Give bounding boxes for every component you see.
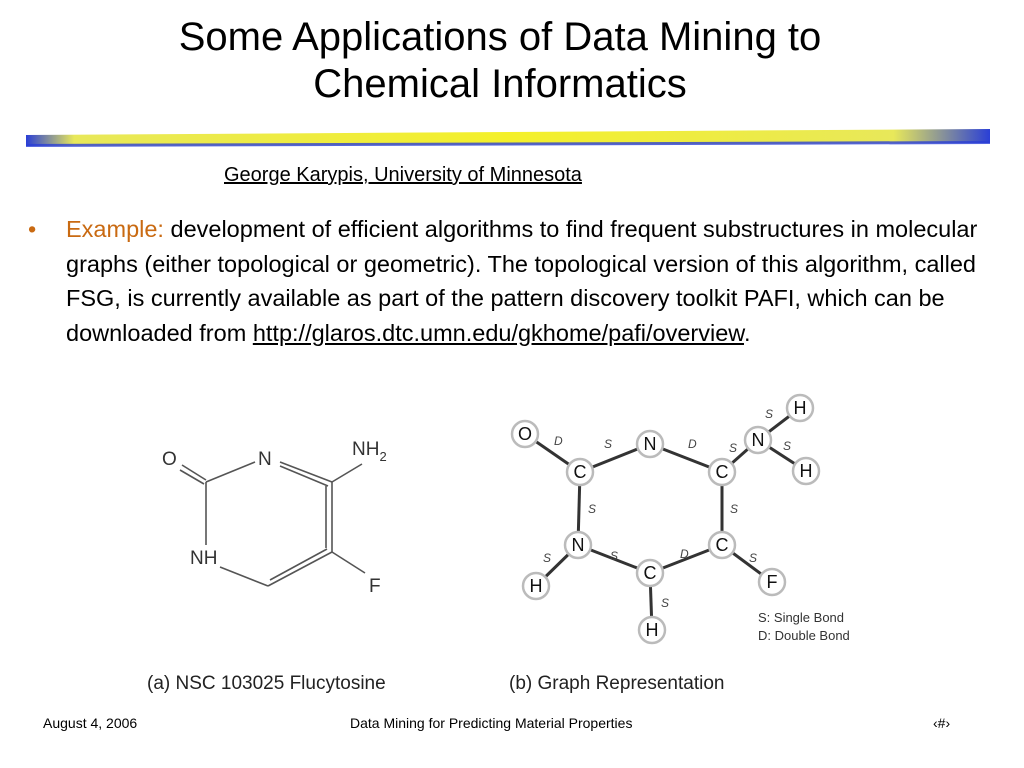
node-c4: C (715, 535, 729, 555)
node-c3: C (643, 563, 657, 583)
bullet-text: development of efficient algorithms to find frequent substructures in molecular graphs (either topological or geometric). The topological version of this algorithm, called FSG, is currently available as part of the pattern discovery toolkit PAFI, which can be downloaded from (66, 216, 978, 346)
graph-representation (500, 390, 880, 645)
node-f: F (766, 572, 778, 592)
author-line: George Karypis, University of Minnesota (224, 164, 582, 186)
edge-label-n3-c3: S (610, 549, 619, 563)
node-n1: N (643, 434, 657, 454)
edge-label-c3-c4: D (680, 547, 689, 561)
molecule-structure (140, 410, 440, 610)
node-o: O (517, 424, 533, 444)
bullet-end: . (743, 319, 751, 346)
title-line-2: Chemical Informatics (313, 62, 687, 106)
atom-nh: NH (190, 548, 218, 569)
edge-label-n1-c2: D (688, 437, 697, 451)
edge-label-o-c1: D (554, 434, 563, 448)
edge-label-c4-c2: S (730, 502, 739, 516)
bullet-example (28, 212, 993, 350)
node-n2: N (751, 430, 765, 450)
edge-label-c3-h4: S (661, 596, 670, 610)
bullet-keyword: Example: (66, 216, 164, 242)
title-divider-bar (26, 127, 990, 147)
atom-o: O (162, 449, 177, 470)
atom-n: N (258, 449, 272, 470)
slide-title (0, 14, 1000, 108)
edge-label-n3-h3: S (543, 551, 552, 565)
edge-label-c1-n3: S (588, 502, 597, 516)
node-h2: H (799, 461, 813, 481)
edge-label-n2-h1: S (765, 407, 774, 421)
atom-nh2: $NH_2$ (352, 439, 387, 464)
node-h1: H (793, 398, 807, 418)
node-h4: H (645, 620, 659, 640)
node-n3: N (571, 535, 585, 555)
legend-double-bond: D: Double Bond (758, 628, 850, 643)
node-h3: H (529, 576, 543, 596)
bullet-symbol: • (28, 216, 37, 242)
atom-f: F (369, 576, 381, 597)
legend-single-bond: S: Single Bond (758, 610, 845, 625)
pafi-link[interactable]: http://glaros.dtc.umn.edu/gkhome/pafi/overview (252, 319, 744, 346)
caption-graph: (b) Graph Representation (509, 673, 725, 694)
edge-label-c1-n1: S (604, 437, 613, 451)
footer-title: Data Mining for Predicting Material Properties (350, 715, 633, 731)
caption-molecule: (a) NSC 103025 Flucytosine (147, 673, 386, 694)
edge-label-c2-n2: S (729, 441, 738, 455)
node-c2: C (715, 462, 729, 482)
edge-label-c4-f: S (749, 551, 758, 565)
footer-date: August 4, 2006 (43, 715, 138, 731)
edge-label-n2-h2: S (783, 439, 792, 453)
node-c1: C (573, 462, 587, 482)
title-line-1: Some Applications of Data Mining to (178, 15, 822, 59)
footer-page-number: ‹#› (933, 715, 951, 731)
